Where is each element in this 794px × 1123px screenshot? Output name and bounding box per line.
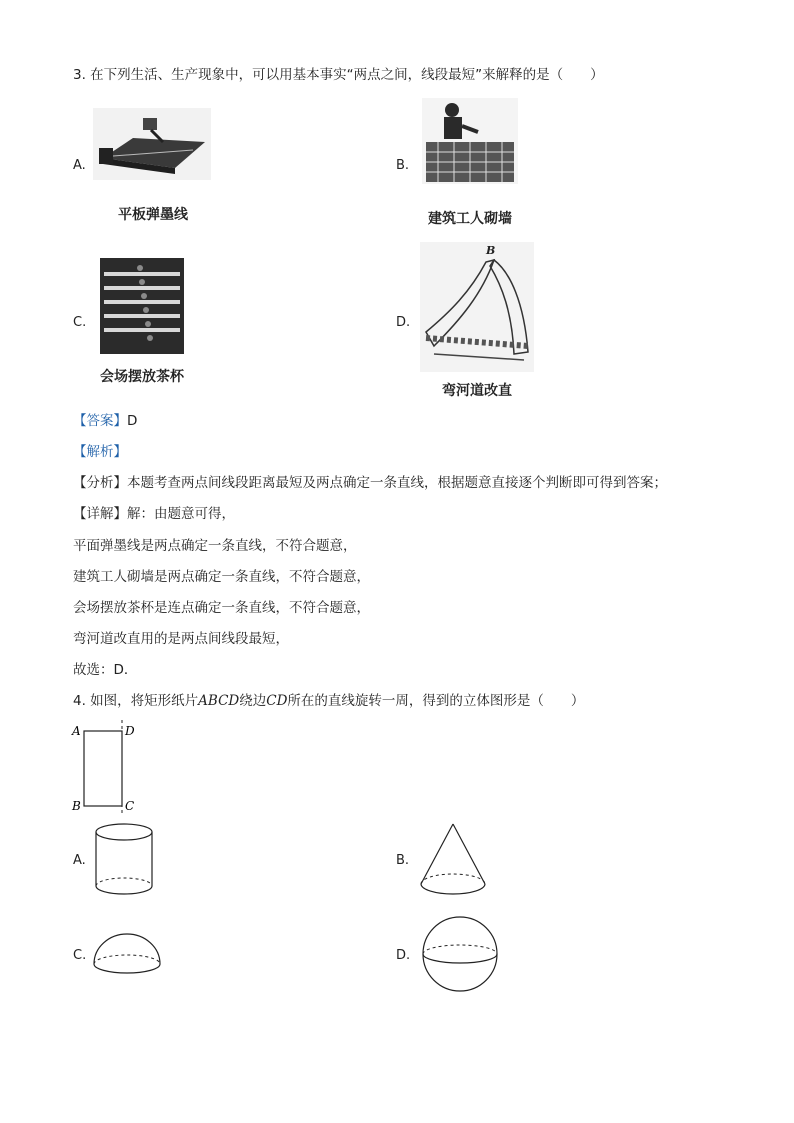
q4-option-b-letter: B. <box>396 853 410 868</box>
analysis-heading <box>73 443 127 461</box>
vertex-b-label: B <box>72 799 81 813</box>
fenxi-tag: 【分析】 <box>73 475 127 491</box>
analysis-tag: 【解析】 <box>73 444 127 460</box>
q3-option-a-letter: A. <box>73 158 86 173</box>
q4-rect-name: ABCD <box>198 693 240 709</box>
q4-option-c-letter: C. <box>73 948 87 963</box>
q3-option-a-caption: 平板弹墨线 <box>118 207 188 223</box>
analysis-line: 平面弹墨线是两点确定一条直线，不符合题意， <box>73 538 357 554</box>
vertex-c-label: C <box>125 799 135 813</box>
q3-option-d-caption: 弯河道改直 <box>442 383 512 399</box>
q3-option-b-letter: B. <box>396 158 410 173</box>
xiangjie-text: 解：由题意可得， <box>127 506 235 522</box>
sphere-icon <box>420 914 500 994</box>
q4-stem-suffix: 所在的直线旋转一周，得到的立体图形是（ ） <box>287 693 585 709</box>
analysis-line: 故选：D． <box>73 662 138 678</box>
q3-option-d-letter: D. <box>396 315 411 330</box>
q4-option-d-letter: D. <box>396 948 411 963</box>
analysis-fenxi <box>73 474 667 492</box>
analysis-line: 弯河道改直用的是两点间线段最短， <box>73 631 289 647</box>
cylinder-icon <box>92 822 156 898</box>
q3-option-c-letter: C. <box>73 315 87 330</box>
analysis-line: 会场摆放茶杯是连点确定一条直线，不符合题意， <box>73 600 370 616</box>
answer-line <box>73 412 137 430</box>
question-4-stem <box>73 692 584 710</box>
answer-tag: 【答案】 <box>73 413 127 429</box>
q4-option-a-letter: A. <box>73 853 86 868</box>
river-straightening-photo <box>420 242 534 372</box>
vertex-a-label: A <box>72 724 81 738</box>
xiangjie-tag: 【详解】 <box>73 506 127 522</box>
vertex-d-label: D <box>125 724 135 738</box>
question-3-stem: 3. 在下列生活、生产现象中，可以用基本事实“两点之间，线段最短”来解释的是（ ） <box>73 67 604 83</box>
ink-line-board-photo <box>93 108 211 180</box>
analysis-line: 建筑工人砌墙是两点确定一条直线，不符合题意， <box>73 569 370 585</box>
q3-option-b-caption: 建筑工人砌墙 <box>428 211 512 227</box>
analysis-xiangjie <box>73 505 235 523</box>
answer-value: D <box>127 413 138 429</box>
q4-stem-middle: 绕边 <box>239 693 267 709</box>
rectangle-abcd-figure <box>70 718 140 818</box>
fenxi-text: 本题考查两点间线段距离最短及两点确定一条直线，根据题意直接逐个判断即可得到答案； <box>127 475 667 491</box>
q3-option-c-caption: 会场摆放茶杯 <box>100 369 184 385</box>
q4-stem-prefix: 4. 如图，将矩形纸片 <box>73 693 199 709</box>
cone-icon <box>418 822 488 902</box>
hemisphere-icon <box>92 932 162 978</box>
meeting-teacups-photo <box>100 258 184 354</box>
river-point-b-label: B <box>486 244 496 257</box>
bricklayer-photo <box>422 98 518 184</box>
q4-edge-name: CD <box>266 693 288 709</box>
